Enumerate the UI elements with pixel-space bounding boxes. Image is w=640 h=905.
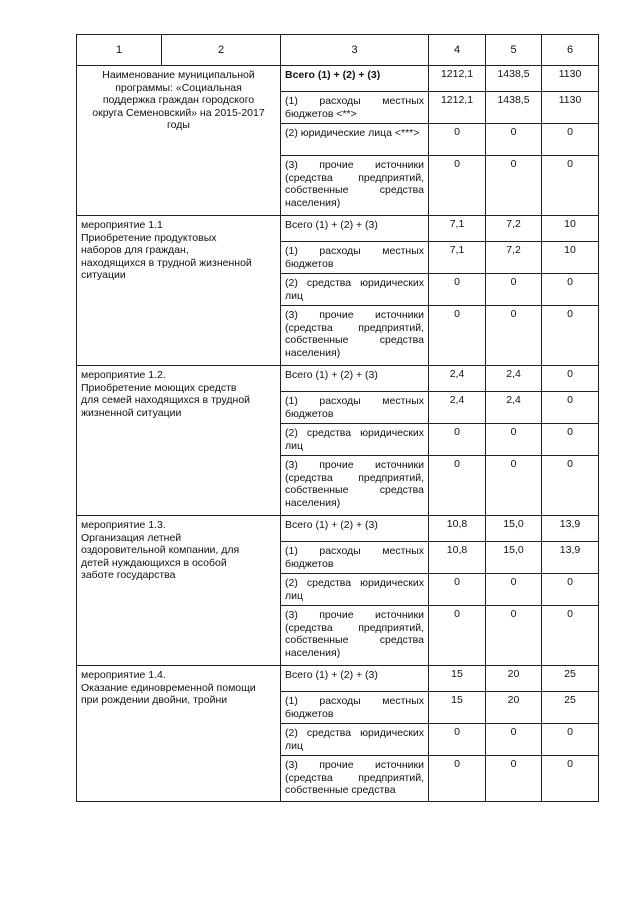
- program-name-line: годы: [167, 119, 190, 131]
- value-cell: 0: [486, 724, 542, 756]
- value-cell: 15,0: [486, 542, 542, 574]
- header-cell: 4: [429, 35, 486, 66]
- value-cell: 0: [542, 306, 599, 366]
- value-cell: 0: [486, 456, 542, 516]
- program-funding-table: [76, 34, 599, 802]
- funding-source-label: (3) прочие источники (средства предприятий, собственные средства населения): [281, 156, 429, 216]
- value-cell: 0: [429, 156, 486, 216]
- header-cell: 2: [162, 35, 281, 66]
- funding-source-label: (3) прочие источники (средства предприятий, собственные средства: [281, 756, 429, 802]
- value-cell: 0: [542, 392, 599, 424]
- program-name-cell: [77, 216, 281, 366]
- program-name-line: Приобретение моющих средств: [81, 381, 237, 394]
- funding-source-label: (1) расходы местных бюджетов <**>: [281, 92, 429, 124]
- program-name-line: программы: «Социальная: [115, 81, 242, 94]
- value-cell: 0: [486, 124, 542, 156]
- value-cell: 0: [429, 606, 486, 666]
- funding-source-label: (2) средства юридических лиц: [281, 424, 429, 456]
- funding-source-label: Всего (1) + (2) + (3): [281, 216, 429, 242]
- value-cell: 20: [486, 692, 542, 724]
- funding-source-label: Всего (1) + (2) + (3): [281, 66, 429, 92]
- program-name-line: для семей находящихся в трудной: [81, 394, 251, 406]
- program-name-cell: [77, 366, 281, 516]
- funding-source-label: (3) прочие источники (средства предприятий, собственные средства населения): [281, 306, 429, 366]
- value-cell: 0: [542, 424, 599, 456]
- value-cell: 1438,5: [486, 66, 542, 92]
- value-cell: 10,8: [429, 542, 486, 574]
- value-cell: 0: [429, 574, 486, 606]
- program-name-line: Оказание единовременной помощи: [81, 681, 256, 694]
- table-row: [77, 366, 599, 392]
- value-cell: 0: [486, 574, 542, 606]
- program-name-line: детей нуждающихся в особой: [81, 556, 227, 569]
- value-cell: 0: [429, 124, 486, 156]
- funding-source-label: (2) средства юридических лиц: [281, 724, 429, 756]
- value-cell: 0: [542, 606, 599, 666]
- value-cell: 0: [542, 366, 599, 392]
- value-cell: 1438,5: [486, 92, 542, 124]
- value-cell: 10: [542, 216, 599, 242]
- value-cell: 0: [429, 756, 486, 802]
- value-cell: 0: [542, 724, 599, 756]
- program-name-line: мероприятие 1.2.: [81, 369, 166, 381]
- funding-source-label: (3) прочие источники (средства предприятий, собственные средства населения): [281, 456, 429, 516]
- table-body: [77, 35, 599, 802]
- value-cell: 2,4: [429, 392, 486, 424]
- value-cell: 2,4: [429, 366, 486, 392]
- value-cell: 13,9: [542, 516, 599, 542]
- funding-source-label: Всего (1) + (2) + (3): [281, 666, 429, 692]
- value-cell: 0: [542, 456, 599, 516]
- value-cell: 2,4: [486, 366, 542, 392]
- value-cell: 0: [486, 606, 542, 666]
- value-cell: 15,0: [486, 516, 542, 542]
- value-cell: 0: [429, 274, 486, 306]
- document-page: [76, 34, 598, 802]
- header-cell: 3: [281, 35, 429, 66]
- program-name-line: поддержка граждан городского: [102, 94, 255, 106]
- value-cell: 7,1: [429, 216, 486, 242]
- value-cell: 13,9: [542, 542, 599, 574]
- table-row: [77, 666, 599, 692]
- program-name-line: наборов для граждан,: [81, 244, 189, 256]
- value-cell: 0: [429, 306, 486, 366]
- value-cell: 0: [486, 274, 542, 306]
- program-name-line: заботе государства: [81, 569, 176, 581]
- value-cell: 0: [429, 424, 486, 456]
- funding-source-label: Всего (1) + (2) + (3): [281, 516, 429, 542]
- value-cell: 7,1: [429, 242, 486, 274]
- program-name-line: Организация летней: [81, 531, 182, 544]
- value-cell: 1212,1: [429, 66, 486, 92]
- funding-source-label: (1) расходы местных бюджетов: [281, 542, 429, 574]
- value-cell: 10,8: [429, 516, 486, 542]
- value-cell: 2,4: [486, 392, 542, 424]
- program-name-cell: [77, 666, 281, 802]
- funding-source-label: (3) прочие источники (средства предприятий, собственные средства населения): [281, 606, 429, 666]
- value-cell: 0: [542, 756, 599, 802]
- header-row: [77, 35, 599, 66]
- value-cell: 15: [429, 666, 486, 692]
- value-cell: 20: [486, 666, 542, 692]
- header-cell: 1: [77, 35, 162, 66]
- value-cell: 25: [542, 666, 599, 692]
- funding-source-label: (1) расходы местных бюджетов: [281, 692, 429, 724]
- program-name-line: ситуации: [81, 269, 126, 281]
- value-cell: 0: [486, 156, 542, 216]
- funding-source-label: (1) расходы местных бюджетов: [281, 392, 429, 424]
- program-name-line: Приобретение продуктовых: [81, 231, 217, 244]
- value-cell: 25: [542, 692, 599, 724]
- value-cell: 0: [429, 456, 486, 516]
- program-name-line: мероприятие 1.3.: [81, 519, 166, 531]
- funding-source-label: (2) юридические лица <***>: [281, 124, 429, 156]
- program-name-line: жизненной ситуации: [81, 406, 182, 419]
- value-cell: 7,2: [486, 216, 542, 242]
- funding-source-label: (2) средства юридических лиц: [281, 574, 429, 606]
- funding-source-label: (1) расходы местных бюджетов: [281, 242, 429, 274]
- program-name-line: мероприятие 1.4.: [81, 669, 166, 681]
- program-name-line: оздоровительной компании, для: [81, 544, 240, 556]
- program-name-line: мероприятие 1.1: [81, 219, 163, 231]
- value-cell: 1130: [542, 66, 599, 92]
- table-row: [77, 516, 599, 542]
- program-name-cell: [77, 516, 281, 666]
- value-cell: 10: [542, 242, 599, 274]
- value-cell: 0: [542, 274, 599, 306]
- value-cell: 0: [486, 424, 542, 456]
- header-cell: 5: [486, 35, 542, 66]
- program-name-cell: [77, 66, 281, 216]
- value-cell: 7,2: [486, 242, 542, 274]
- header-cell: 6: [542, 35, 599, 66]
- value-cell: 0: [542, 156, 599, 216]
- program-name-line: Наименование муниципальной: [102, 69, 255, 81]
- value-cell: 1212,1: [429, 92, 486, 124]
- value-cell: 0: [542, 124, 599, 156]
- program-name-line: при рождении двойни, тройни: [81, 694, 228, 706]
- value-cell: 1130: [542, 92, 599, 124]
- funding-source-label: Всего (1) + (2) + (3): [281, 366, 429, 392]
- value-cell: 0: [542, 574, 599, 606]
- table-row: [77, 66, 599, 92]
- value-cell: 0: [486, 306, 542, 366]
- program-name-line: округа Семеновский» на 2015-2017: [92, 106, 265, 119]
- value-cell: 0: [429, 724, 486, 756]
- table-row: [77, 216, 599, 242]
- program-name-line: находящихся в трудной жизненной: [81, 256, 252, 269]
- value-cell: 0: [486, 756, 542, 802]
- value-cell: 15: [429, 692, 486, 724]
- funding-source-label: (2) средства юридических лиц: [281, 274, 429, 306]
